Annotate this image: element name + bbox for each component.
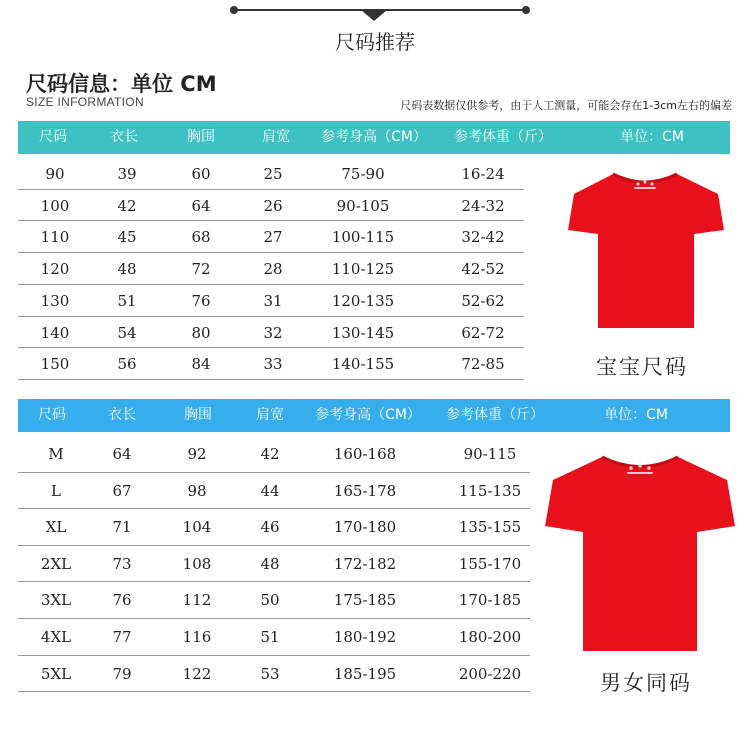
table-cell: 140-155 [331,355,395,374]
kids-size-caption: 宝宝尺码 [596,355,688,379]
table-cell: 170-185 [458,591,522,610]
table-cell: 170-180 [333,518,397,537]
table-cell: 72 [191,260,211,279]
table-cell: 33 [263,355,283,374]
table-cell: 76 [112,591,132,610]
table-cell: 71 [112,518,132,537]
table-row [18,546,530,582]
title-ornament-dot-right [522,6,530,14]
table-cell: 120-135 [331,291,395,310]
table-cell: 90-115 [463,445,517,463]
table-cell: 68 [191,228,211,247]
table-cell: XL [45,518,67,537]
table-cell: 92 [187,445,207,463]
measurement-note: 尺码表数据仅供参考，由于人工测量，可能会存在1-3cm左右的偏差 [400,99,732,112]
page-title: 尺码推荐 [335,30,415,54]
table-cell: 165-178 [333,481,397,500]
table-row [18,348,524,380]
table-cell: 32 [263,323,283,342]
table-cell: 155-170 [458,554,522,573]
table-cell: 90 [45,165,65,183]
header-cell: 参考身高（CM） [321,129,427,145]
table-cell: 28 [263,260,283,279]
table-cell: 26 [263,196,283,215]
table-cell: 135-155 [458,518,522,537]
table-cell: 84 [191,355,211,374]
table-cell: 110 [40,228,70,247]
table-cell: 64 [112,445,132,463]
title-ornament-dot-left [230,6,238,14]
table-cell: 116 [182,628,212,646]
row-divider [18,379,524,380]
table-cell: 39 [117,165,137,183]
table-cell: 80 [191,323,211,342]
table-cell: 42-52 [461,260,505,279]
table-cell: 46 [260,518,280,537]
table-cell: 2XL [40,554,72,573]
table-cell: 130-145 [331,323,395,342]
table-cell: 44 [260,481,280,500]
table-cell: 180-200 [458,628,522,646]
header-cell: 衣长 [110,129,138,145]
table-cell: 64 [191,196,211,215]
table-row [18,436,530,472]
table-row [18,253,524,285]
table-cell: 50 [260,591,280,610]
table-cell: 42 [260,445,280,463]
table-cell: 5XL [40,664,72,683]
table-cell: 140 [40,323,70,342]
table-cell: 72-85 [461,355,505,374]
table-cell: 200-220 [458,664,522,683]
size-info-heading: 尺码信息：单位 CM [26,72,217,96]
table-cell: 31 [263,291,283,310]
table-cell: 56 [117,355,137,374]
table-cell: 104 [182,518,212,537]
table-cell: 62-72 [461,323,505,342]
table-cell: 48 [117,260,137,279]
header-cell: 肩宽 [262,129,290,145]
table-cell: 27 [263,228,283,247]
table-cell: 24-32 [461,196,505,215]
table-cell: 172-182 [333,554,397,573]
table-cell: 108 [182,554,212,573]
table-cell: L [51,481,61,500]
size-info-subtitle: SIZE INFORMATION [26,95,144,109]
table-cell: 32-42 [461,228,505,247]
table-cell: 45 [117,228,137,247]
table-cell: M [48,445,64,463]
table-cell: 100-115 [331,228,395,247]
header-cell: 单位：CM [620,129,684,145]
table-cell: 53 [260,664,280,683]
table-cell: 115-135 [458,481,522,500]
table-cell: 112 [182,591,212,610]
table-row [18,158,524,190]
table-cell: 60 [191,165,211,183]
title-ornament-arrow-icon [361,10,387,21]
table-cell: 100 [40,196,70,215]
table-cell: 75-90 [341,165,385,183]
header-cell: 尺码 [39,129,67,145]
kids-table-header [18,121,730,154]
kids-tshirt-image [566,172,724,330]
header-cell: 尺码 [38,407,66,423]
table-cell: 51 [117,291,137,310]
table-row [18,285,524,317]
table-cell: 180-192 [333,628,397,646]
table-row [18,582,530,618]
table-cell: 77 [112,628,132,646]
table-cell: 16-24 [461,165,505,183]
table-cell: 76 [191,291,211,310]
table-row [18,317,524,349]
table-cell: 175-185 [333,591,397,610]
header-cell: 胸围 [187,129,215,145]
header-cell: 参考身高（CM） [315,407,421,423]
table-cell: 185-195 [333,664,397,683]
table-cell: 160-168 [333,445,397,463]
row-divider [18,691,530,692]
table-cell: 3XL [40,591,72,610]
table-cell: 73 [112,554,132,573]
table-cell: 42 [117,196,137,215]
header-cell: 单位：CM [604,407,668,423]
table-cell: 48 [260,554,280,573]
table-row [18,473,530,509]
table-cell: 4XL [40,628,72,646]
table-cell: 67 [112,481,132,500]
header-cell: 参考体重（斤） [446,407,544,423]
adult-tshirt-image [545,454,735,652]
table-row [18,221,524,253]
table-cell: 25 [263,165,283,183]
table-cell: 120 [40,260,70,279]
table-cell: 90-105 [336,196,390,215]
table-row [18,656,530,692]
header-cell: 参考体重（斤） [454,129,552,145]
adult-table-header [18,399,730,432]
adult-size-caption: 男女同码 [600,671,692,695]
table-row [18,190,524,222]
table-cell: 52-62 [461,291,505,310]
table-cell: 130 [40,291,70,310]
table-cell: 98 [187,481,207,500]
table-cell: 122 [182,664,212,683]
table-cell: 150 [40,355,70,374]
header-cell: 肩宽 [256,407,284,423]
header-cell: 胸围 [184,407,212,423]
table-row [18,509,530,545]
table-row [18,619,530,655]
table-cell: 51 [260,628,280,646]
table-cell: 79 [112,664,132,683]
table-cell: 54 [117,323,137,342]
header-cell: 衣长 [108,407,136,423]
table-cell: 110-125 [331,260,395,279]
